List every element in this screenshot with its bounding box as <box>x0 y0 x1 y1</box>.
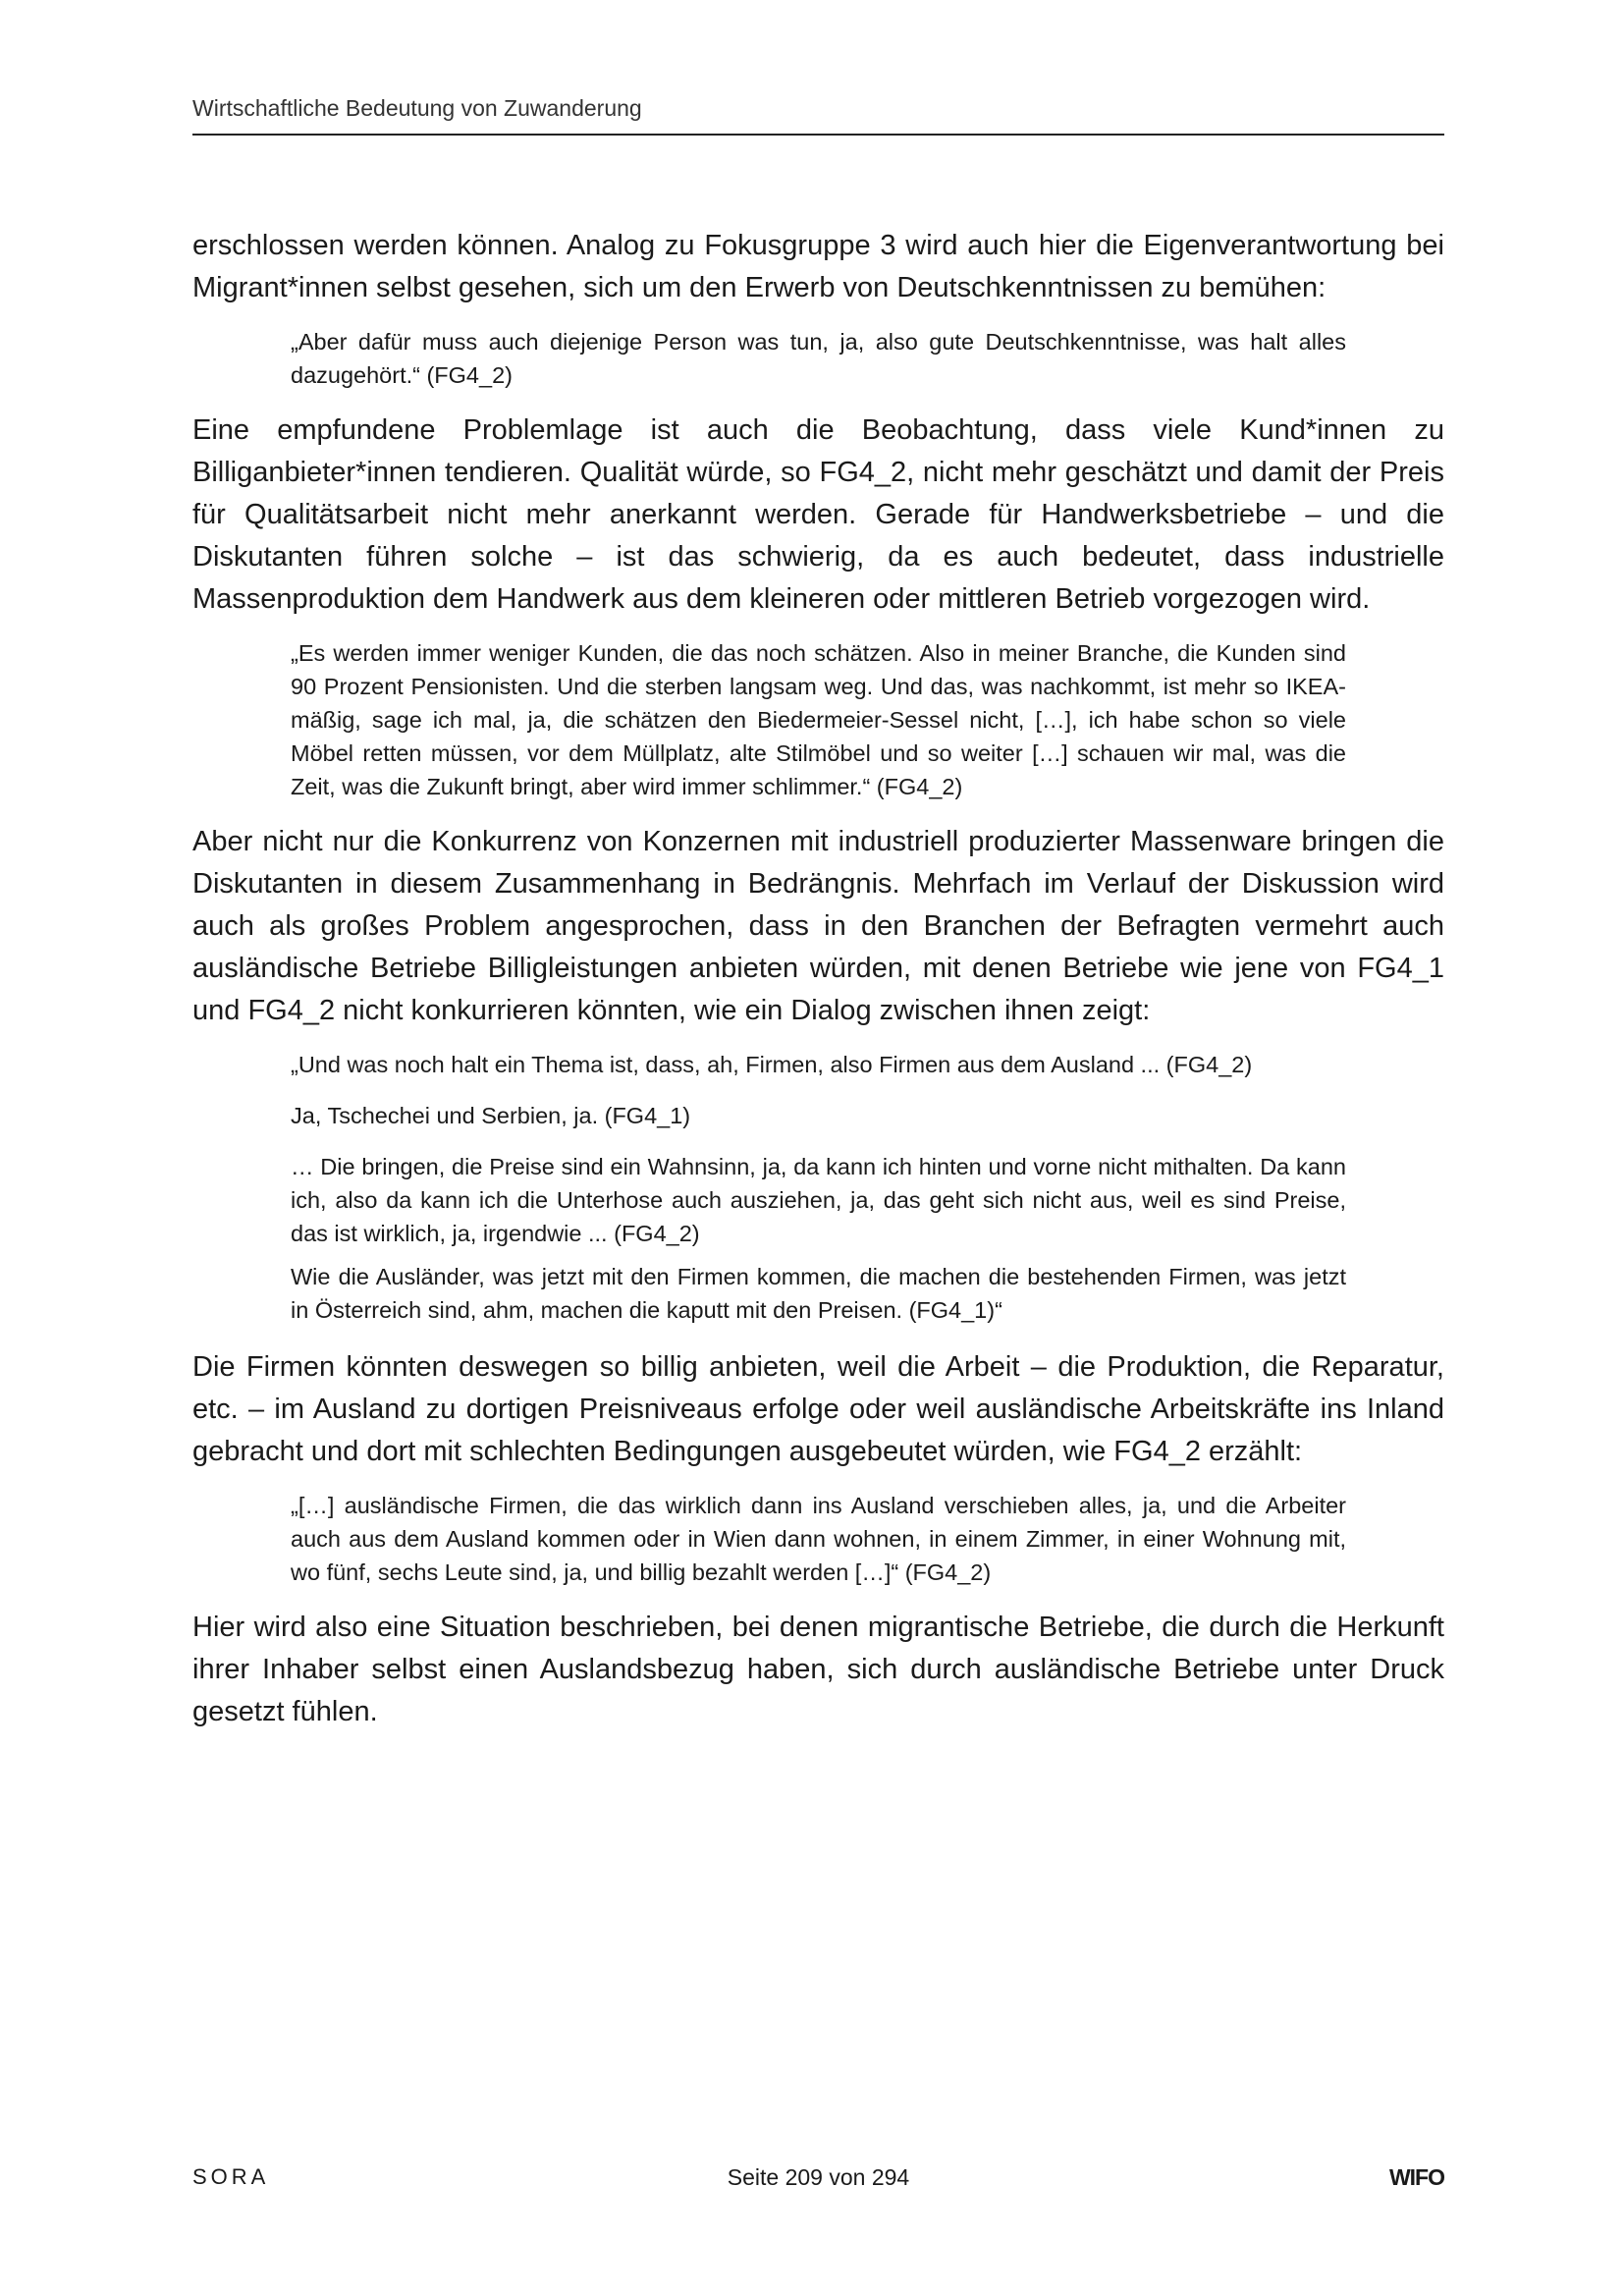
paragraph: Die Firmen könnten deswegen so billig anbieten, weil die Arbeit – die Produktion, die Reparatur, etc. – im Ausland zu dortigen Preisniveaus erfolge oder weil ausländische Arbeitskräfte ins Inland gebracht und dort mit schlechten Bedingungen ausgebeutet würden, wie FG4_2 erzählt: <box>192 1351 1444 1467</box>
block-quote: „[…] ausländische Firmen, die das wirklich dann ins Ausland verschieben alles, ja, und die Arbeiter auch aus dem Ausland kommen oder in Wien dann wohnen, in einem Zimmer, in einer Wohnung mit, wo fünf, sechs Leute sind, ja, und billig bezahlt werden […]“ (FG4_2) <box>291 1493 1346 1585</box>
block-quote: … Die bringen, die Preise sind ein Wahnsinn, ja, da kann ich hinten und vorne nicht mithalten. Da kann ich, also da kann ich die Unterhose auch ausziehen, ja, das geht sich nicht aus, weil es sind Preise, das ist wirklich, ja, irgendwie ... (FG4_2) <box>291 1154 1346 1246</box>
paragraph: Aber nicht nur die Konkurrenz von Konzernen mit industriell produzierter Massenware bringen die Diskutanten in diesem Zusammenhang in Bedrängnis. Mehrfach im Verlauf der Diskussion wird auch als großes Problem angesprochen, dass in den Branchen der Befragten vermehrt auch ausländische Betriebe Billigleistungen anbieten würden, mit denen Betriebe wie jene von FG4_1 und FG4_2 nicht konkurrieren könnten, wie ein Dialog zwischen ihnen zeigt: <box>192 826 1444 1026</box>
page-number: Seite 209 von 294 <box>727 2164 910 2190</box>
wifo-logo: WIFO <box>1388 2164 1444 2190</box>
block-quote: Ja, Tschechei und Serbien, ja. (FG4_1) <box>291 1103 691 1128</box>
block-quote: „Es werden immer weniger Kunden, die das noch schätzen. Also in meiner Branche, die Kunden sind 90 Prozent Pensionisten. Und die sterben langsam weg. Und das, was nachkommt, ist mehr so IKEA-mäßig, sage ich mal, ja, die schätzen den Biedermeier-Sessel nicht, […], ich habe schon so viele Möbel retten müssen, vor dem Müllplatz, alte Stilmöbel und so weiter […] schauen wir mal, was die Zeit, was die Zukunft bringt, aber wird immer schlimmer.“ (FG4_2) <box>291 640 1346 799</box>
paragraph: Eine empfundene Problemlage ist auch die Beobachtung, dass viele Kund*innen zu Billiganbieter*innen tendieren. Qualität würde, so FG4_2, nicht mehr geschätzt und damit der Preis für Qualitätsarbeit nicht mehr anerkannt werden. Gerade für Handwerksbetriebe – und die Diskutanten führen solche – ist das schwierig, da es auch bedeutet, dass industrielle Massenproduktion dem Handwerk aus dem kleineren oder mittleren Betrieb vorgezogen wird. <box>192 414 1444 615</box>
paragraph: Hier wird also eine Situation beschrieben, bei denen migrantische Betriebe, die durch die Herkunft ihrer Inhaber selbst einen Auslandsbezug haben, sich durch ausländische Betriebe unter Druck gesetzt fühlen. <box>192 1612 1444 1727</box>
block-quote: Wie die Ausländer, was jetzt mit den Firmen kommen, die machen die bestehenden Firmen, was jetzt in Österreich sind, ahm, machen die kaputt mit den Preisen. (FG4_1)“ <box>291 1264 1346 1323</box>
page-content <box>192 225 1444 1749</box>
sora-logo: SORA <box>192 2164 270 2189</box>
block-quote: „Aber dafür muss auch diejenige Person was tun, ja, also gute Deutschkenntnisse, was halt alles dazugehört.“ (FG4_2) <box>291 329 1346 388</box>
paragraph: erschlossen werden können. Analog zu Fokusgruppe 3 wird auch hier die Eigenverantwortung bei Migrant*innen selbst gesehen, sich um den Erwerb von Deutschkenntnissen zu bemühen: <box>192 230 1444 303</box>
page-footer <box>192 2162 1444 2192</box>
block-quote: „Und was noch halt ein Thema ist, dass, ah, Firmen, also Firmen aus dem Ausland ... (FG4_2) <box>291 1052 1253 1077</box>
document-title: Wirtschaftliche Bedeutung von Zuwanderung <box>192 95 642 121</box>
page-header <box>192 94 1444 136</box>
